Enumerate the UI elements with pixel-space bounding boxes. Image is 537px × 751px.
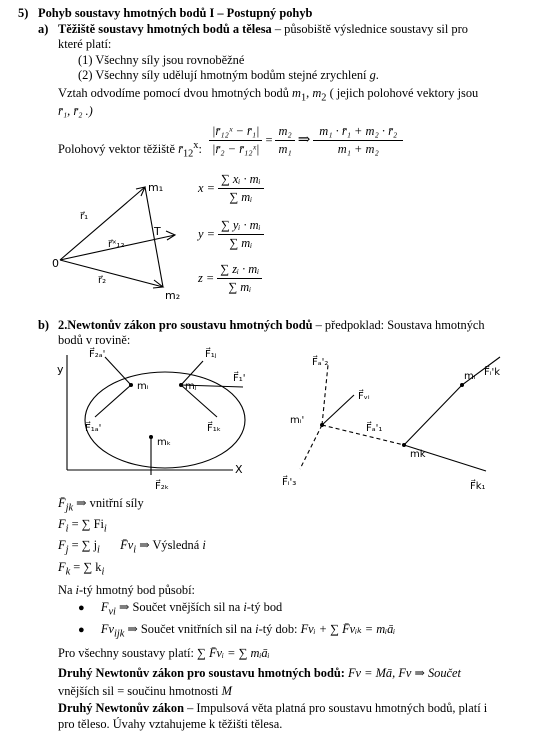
force-f1a	[95, 385, 131, 417]
vector-r2	[60, 260, 163, 287]
label-axis-x: X	[235, 463, 243, 476]
bullet1-sub: vi	[108, 606, 116, 618]
bullet-internal	[78, 622, 395, 641]
fjk-text: ⇒ vnitřní síly	[76, 496, 144, 510]
fvi-symbol: F̄v	[120, 538, 134, 552]
centroid-formula	[206, 124, 406, 157]
all-points-equation: ∑ F̄vᵢ = ∑ mᵢāᵢ	[197, 646, 270, 660]
mass-ratio-num: m₂	[275, 124, 294, 141]
bullet1-symbol: F	[100, 600, 109, 614]
r12-symbol: r̄	[178, 142, 183, 157]
part-b-heading-bold: 2.Newtonův zákon pro soustavu hmotných bodů	[58, 318, 313, 332]
fk-rhs: = ∑ k	[73, 560, 102, 574]
y-den: ∑ mᵢ	[229, 235, 253, 250]
fi-line	[58, 517, 107, 536]
fj-rhs-sub: i	[97, 544, 100, 556]
equals-sign: =	[265, 132, 273, 147]
bullet1-text: ⇒ Součet vnějších sil na	[119, 600, 244, 614]
second-law-bold: Druhý Newtonův zákon pro soustavu hmotných bodů:	[58, 666, 345, 680]
z-num: ∑ zᵢ · mᵢ	[217, 262, 262, 279]
bullet-dot-2: ●	[78, 624, 85, 636]
bullet2-i: i	[255, 622, 259, 636]
label-fvi: F⃗ᵥᵢ	[358, 391, 370, 402]
label-f1j: F⃗₁ⱼ	[205, 349, 217, 360]
fk-lhs: F	[58, 560, 66, 574]
z-eq: z =	[198, 270, 215, 285]
acting-on-a: Na	[58, 583, 76, 597]
x-formula	[198, 172, 267, 205]
bullet1-text-end: -tý bod	[246, 600, 283, 614]
second-law-equation: Fv = Mā, Fv ⇒ Součet	[344, 666, 461, 680]
fi-lhs: F	[58, 517, 66, 531]
fvi-text: ⇒ Výsledná	[139, 538, 203, 552]
m2-sub: 2	[321, 92, 327, 104]
derivation-line	[58, 86, 478, 105]
final-line	[58, 701, 487, 716]
part-b-line2: bodů v rovině:	[58, 333, 131, 347]
label-fk1: F⃗k₁	[470, 481, 486, 492]
vectors-line: r̄₁, r̄₂ .)	[58, 104, 93, 118]
part-a-heading-bold: Těžiště soustavy hmotných bodů a tělesa	[58, 22, 272, 36]
label-mk: mₖ	[157, 437, 171, 448]
label-fa2: F⃗ₐ'₂	[312, 357, 329, 368]
fk-sub: k	[65, 566, 71, 578]
m2-symbol: m	[312, 86, 322, 100]
fk-line	[58, 560, 104, 579]
bullet2-text: ⇒ Součet vnitřních sil na	[127, 622, 256, 636]
label-f2k: F⃗₂ₖ	[155, 481, 170, 492]
bullet-dot-1: ●	[78, 602, 85, 614]
label-fi3: F⃗ᵢ'₃	[282, 477, 297, 488]
part-a-heading-rest: – působiště výslednice soustavy sil pro	[271, 22, 468, 36]
centroid-label-text: Polohový vektor těžiště	[58, 142, 179, 157]
force-fvi	[322, 395, 354, 425]
centroid-sketch	[50, 175, 200, 305]
centroid-result	[313, 124, 403, 157]
m1-symbol: m	[292, 86, 301, 100]
fi-rhs-sub: i	[103, 523, 107, 535]
condition-2-g: g	[369, 68, 376, 82]
force-fa2	[322, 365, 328, 425]
centroid-colon: :	[198, 142, 202, 157]
m1-sub: 1	[300, 92, 307, 104]
derivation-comma: ,	[306, 86, 313, 100]
fj-rhs: = ∑ j	[71, 538, 98, 552]
bullet1-i: i	[243, 600, 247, 614]
mass-point-mk	[149, 435, 153, 439]
abs-ratio-num: |r̄₁₂ˣ − r̄₁|	[209, 124, 262, 141]
derivation-text: Vztah odvodíme pomocí dvou hmotných bodů	[58, 86, 293, 100]
section-title: Pohyb soustavy hmotných bodů I – Postupný pohyb	[38, 6, 313, 20]
abs-ratio	[209, 124, 262, 157]
part-a-heading	[58, 22, 468, 37]
label-origin: 0	[52, 257, 59, 270]
final-rest: – Impulsová věta platná pro soustavu hmotných bodů, platí i	[184, 701, 488, 715]
label-f1a: F⃗₁ₐ'	[85, 423, 102, 434]
bullet2-text-end: -tý dob:	[258, 622, 301, 636]
label-m2: m₂	[165, 289, 181, 302]
z-formula	[198, 262, 265, 295]
label-m1: m₁	[148, 181, 164, 194]
part-a-label: a)	[38, 22, 49, 36]
y-frac	[218, 218, 264, 251]
mass-point-mj	[179, 383, 183, 387]
bullet2-symbol: Fv	[100, 622, 114, 636]
implies-arrow: ⇒	[297, 132, 311, 149]
x-frac	[218, 172, 264, 205]
y-eq: y =	[198, 226, 215, 241]
fj-sub: j	[65, 544, 69, 556]
fj-lhs: F	[58, 538, 66, 552]
vector-r1	[60, 187, 145, 260]
fjk-symbol: F̄	[58, 496, 66, 510]
acting-on-b: -tý hmotný bod působí:	[79, 583, 195, 597]
system-sketch-right	[262, 345, 517, 493]
label-mi: mᵢ	[137, 381, 149, 392]
condition-2-text: (2) Všechny síly udělují hmotným bodům stejné zrychlení	[78, 68, 370, 82]
z-den: ∑ mᵢ	[228, 279, 252, 294]
acting-on-i: i	[75, 583, 79, 597]
centroid-result-num: m₁ · r̄₁ + m₂ · r̄₂	[313, 124, 403, 141]
label-r2: r⃗₂	[98, 275, 107, 286]
system-sketch-left	[55, 345, 260, 493]
part-b-heading-rest: – předpoklad: Soustava hmotných	[312, 318, 485, 332]
label-mi-right: mᵢ	[464, 371, 476, 382]
label-T: T	[154, 225, 161, 238]
bullet2-sub: ijk	[113, 628, 125, 640]
mass-ratio-den: m₁	[278, 141, 292, 156]
condition-2-end: .	[375, 68, 379, 82]
label-mi-prime: mᵢ'	[290, 415, 305, 426]
fi-sub: i	[65, 523, 69, 535]
abs-ratio-den: |r̄₂ − r̄₁₂ˣ|	[212, 141, 260, 156]
label-r1: r⃗₁	[80, 211, 89, 222]
mass-point-mi-prime	[320, 423, 324, 427]
label-r12: r⃗ˣ₁₂	[108, 239, 125, 250]
derivation-text-2: ( jejich polohové vektory jsou	[326, 86, 479, 100]
r12-sup: x	[193, 140, 199, 151]
force-fi3	[300, 425, 322, 469]
label-mj: mⱼ	[185, 381, 197, 392]
label-fa1: F⃗ₐ'₁	[366, 423, 383, 434]
y-num: ∑ yᵢ · mᵢ	[218, 218, 264, 235]
x-eq: x =	[198, 180, 215, 195]
label-f1k: F⃗₁ₖ	[207, 423, 222, 434]
fi-rhs: = ∑ Fi	[71, 517, 104, 531]
second-law-line2-text: vnějších sil = součinu hmotnosti	[58, 684, 222, 698]
second-law-line	[58, 666, 461, 681]
mass-point-mi-right	[460, 383, 464, 387]
fk-rhs-sub: i	[101, 566, 105, 578]
section-number: 5)	[18, 6, 29, 20]
mass-point-mk-right	[402, 443, 406, 447]
second-law-M: M	[221, 684, 232, 698]
final-bold: Druhý Newtonův zákon	[58, 701, 184, 715]
part-b-heading	[58, 318, 485, 333]
condition-2	[78, 68, 379, 83]
label-mk-right: mk	[410, 449, 426, 460]
centroid-label	[58, 140, 202, 161]
mass-ratio	[275, 124, 294, 157]
all-points-text: Pro všechny soustavy platí:	[58, 646, 198, 660]
fj-line	[58, 538, 206, 557]
z-frac	[217, 262, 262, 295]
label-f1: F⃗₁'	[233, 373, 246, 384]
internal-forces-line	[58, 496, 144, 515]
fjk-sub: jk	[65, 502, 74, 514]
part-b-label: b)	[38, 318, 50, 332]
r12-sub: 12	[182, 148, 194, 160]
all-points-line	[58, 646, 270, 661]
force-fa1	[322, 425, 404, 445]
y-formula	[198, 218, 267, 251]
part-a-line2: které platí:	[58, 37, 112, 51]
condition-1: (1) Všechny síly jsou rovnoběžné	[78, 53, 245, 67]
label-f2a: F⃗₂ₐ'	[89, 349, 106, 360]
x-den: ∑ mᵢ	[229, 189, 253, 204]
link-mk-mi	[404, 385, 462, 445]
x-num: ∑ xᵢ · mᵢ	[218, 172, 264, 189]
bullet-external	[78, 600, 282, 619]
fvi-sub: i	[133, 544, 137, 556]
label-fk: F⃗ᵢ'k	[484, 367, 501, 378]
label-axis-y: y	[57, 363, 64, 376]
second-law-line2	[58, 684, 232, 699]
acting-on-label	[58, 583, 195, 598]
bullet2-equation: Fvᵢ + ∑ F̄vᵢₖ = mᵢāᵢ	[300, 622, 396, 636]
centroid-result-den: m₁ + m₂	[337, 141, 379, 156]
mass-point-mi	[129, 383, 133, 387]
fvi-i: i	[202, 538, 206, 552]
final-line2: pro těleso. Úvahy vztahujeme k těžišti tělesa.	[58, 717, 283, 731]
